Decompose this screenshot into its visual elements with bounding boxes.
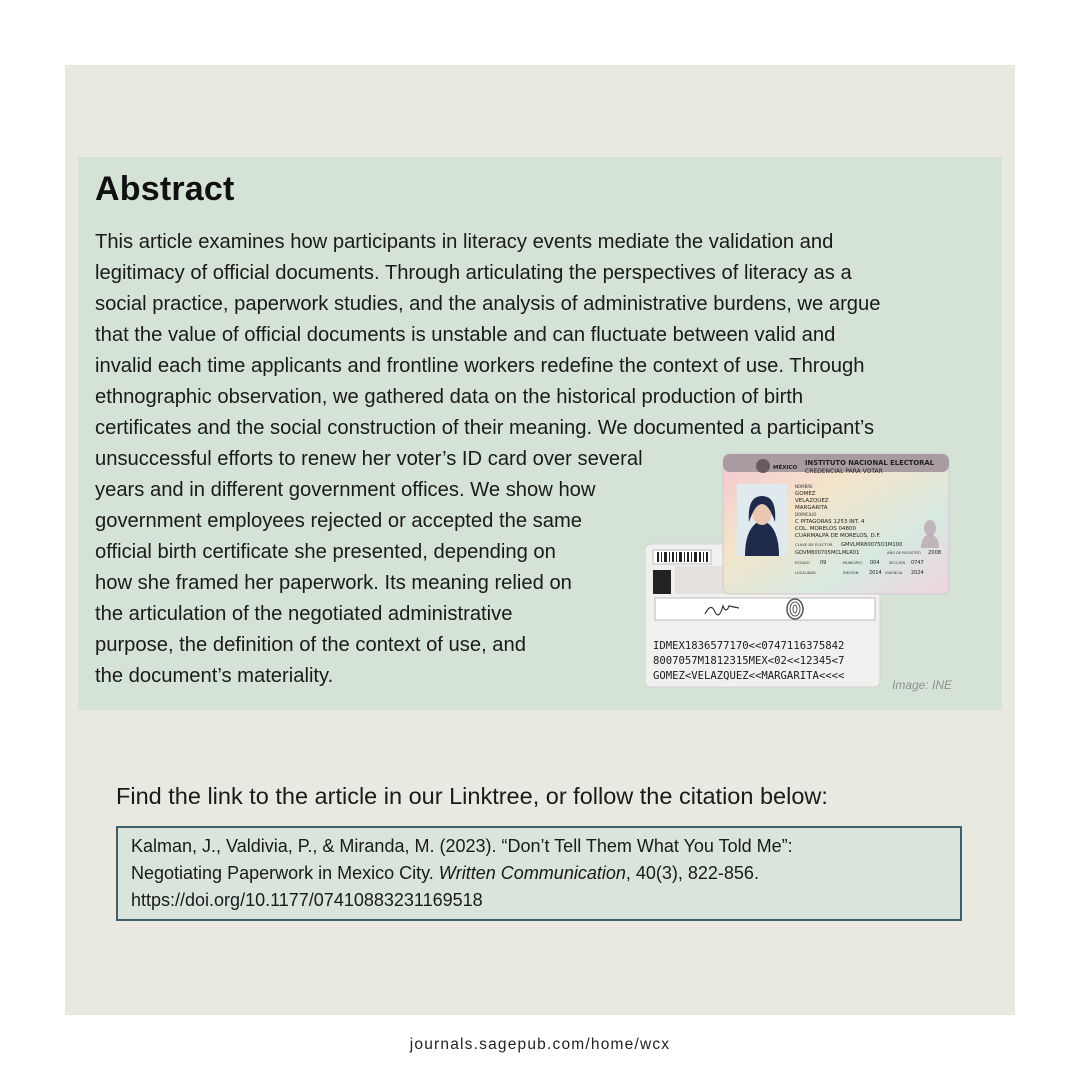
id-institute: INSTITUTO NACIONAL ELECTORAL xyxy=(805,459,934,467)
citation-title-part: Negotiating Paperwork in Mexico City. xyxy=(131,863,439,883)
id-curp: GOVM800705MCLMLR01 xyxy=(795,550,860,556)
abstract-line: the document’s materiality. xyxy=(95,665,334,687)
id-vigencia-value: 2024 xyxy=(911,570,924,576)
id-municipio-value: 004 xyxy=(870,560,880,566)
abstract-line: how she framed her paperwork. Its meaning relied on xyxy=(95,572,572,594)
mrz-line: IDMEX1836577170<<0747116375842 xyxy=(653,640,845,652)
id-elector-value: GMVLMR80075O1M100 xyxy=(841,542,903,548)
abstract-line: that the value of official documents is unstable and can fluctuate between valid and xyxy=(95,324,836,346)
abstract-line: social practice, paperwork studies, and the analysis of administrative burdens, we argue xyxy=(95,293,881,315)
id-registro-label: AÑO DE REGISTRO xyxy=(887,551,921,555)
mrz-line: 8007057M1812315MEX<02<<12345<7 xyxy=(653,655,845,667)
id-name-line: MARGARITA xyxy=(795,505,828,511)
id-address-line: COL. MORELOS 04800 xyxy=(795,526,857,532)
id-address-line: CUARMALPA DE MORELOS, D.F. xyxy=(795,533,881,539)
abstract-line: the articulation of the negotiated administrative xyxy=(95,603,513,625)
id-seccion-value: 0747 xyxy=(911,560,924,566)
id-country: MÉXICO xyxy=(773,465,798,471)
id-address-line: C PITAGORAS 1253 INT. 4 xyxy=(795,519,865,525)
abstract-line: official birth certificate she presented, depending on xyxy=(95,541,556,563)
abstract-line: certificates and the social construction of their meaning. We documented a participant’s xyxy=(95,417,875,439)
abstract-line: This article examines how participants in literacy events mediate the validation and xyxy=(95,231,834,253)
id-address-label: DOMICILIO xyxy=(795,512,817,517)
abstract-line: invalid each time applicants and frontline workers redefine the context of use. Through xyxy=(95,355,865,377)
abstract-line: government employees rejected or accepted the same xyxy=(95,510,583,532)
id-name-line: GOMEZ xyxy=(795,491,816,497)
id-credential: CREDENCIAL PARA VOTAR xyxy=(805,468,883,475)
id-estado-label: ESTADO xyxy=(795,561,810,565)
id-registro-value: 2008 xyxy=(928,550,942,556)
id-name-line: VELAZQUEZ xyxy=(795,498,829,504)
citation-text xyxy=(131,833,951,914)
abstract-line: years and in different government offices. We show how xyxy=(95,479,596,501)
abstract-title: Abstract xyxy=(95,170,235,208)
abstract-line: legitimacy of official documents. Through articulating the perspectives of literacy as a xyxy=(95,262,852,284)
find-link-text: Find the link to the article in our Linktree, or follow the citation below: xyxy=(116,783,828,809)
citation-line-1: Kalman, J., Valdivia, P., & Miranda, M. (2023). “Don’t Tell Them What You Told Me”: xyxy=(131,836,793,856)
id-emision-value: 2014 xyxy=(869,570,882,576)
id-localidad-label: LOCALIDAD xyxy=(795,571,816,575)
abstract-line: unsuccessful efforts to renew her voter’s ID card over several xyxy=(95,448,643,470)
id-vigencia-label: VIGENCIA xyxy=(885,571,903,575)
mrz-line: GOMEZ<VELAZQUEZ<<MARGARITA<<<< xyxy=(653,670,845,682)
abstract-line: purpose, the definition of the context of use, and xyxy=(95,634,526,656)
abstract-line: ethnographic observation, we gathered data on the historical production of birth xyxy=(95,386,804,408)
id-card-front xyxy=(723,454,949,594)
citation-doi-link[interactable]: https://doi.org/10.1177/07410883231169518 xyxy=(131,890,483,910)
citation-journal: Written Communication xyxy=(438,863,626,883)
footer-url[interactable]: journals.sagepub.com/home/wcx xyxy=(409,1036,671,1053)
id-municipio-label: MUNICIPIO xyxy=(843,561,863,565)
id-emision-label: EMISIÓN xyxy=(843,571,859,575)
citation-line-2 xyxy=(131,860,951,887)
id-name-label: NOMBRE xyxy=(795,484,813,489)
id-elector-label: CLAVE DE ELECTOR xyxy=(795,542,833,547)
voter-id-image xyxy=(645,452,960,692)
citation-volume: , 40(3), 822-856. xyxy=(625,863,759,883)
id-estado-value: 09 xyxy=(820,560,827,566)
id-seccion-label: SECCIÓN xyxy=(889,561,906,565)
image-credit: Image: INE xyxy=(892,678,953,692)
